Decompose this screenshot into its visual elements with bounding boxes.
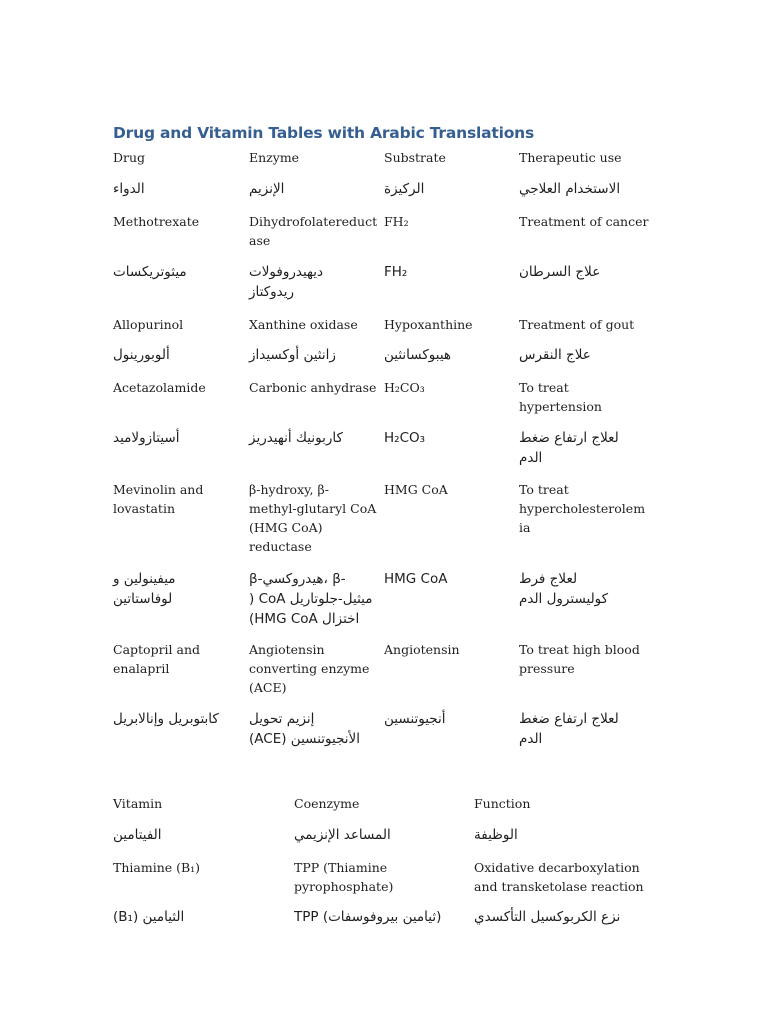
vitamin-header-vitamin-ar: الفيتامين xyxy=(113,827,162,843)
table-cell: كاربونيك أنهيدريز xyxy=(249,430,343,446)
table-cell: Oxidative decarboxylation and transketolase reaction xyxy=(474,860,644,894)
vitamin-header-function: Function xyxy=(474,796,531,811)
table-cell: To treat hypertension xyxy=(519,380,602,414)
table-cell: ميثوتريكسات xyxy=(113,264,187,280)
table-cell: علاج النقرس xyxy=(519,347,591,363)
table-cell: Angiotensin converting enzyme (ACE) xyxy=(249,642,370,695)
table-cell: TPP (ثيامين بيروفوسفات) xyxy=(294,909,442,925)
table-cell: Angiotensin xyxy=(384,642,460,657)
table-cell: أسيتازولاميد xyxy=(113,430,180,446)
table-cell: إنزيم تحويل الأنجيوتنسين (ACE) xyxy=(249,711,361,747)
table-cell: To treat high blood pressure xyxy=(519,642,640,676)
drug-header-drug: Drug xyxy=(113,150,146,165)
table-cell: TPP (Thiamine pyrophosphate) xyxy=(294,860,394,894)
table-cell: Mevinolin and lovastatin xyxy=(113,482,204,516)
table-cell: Dihydrofolatereduct ase xyxy=(249,214,378,248)
drug-header-substrate: Substrate xyxy=(384,150,446,165)
table-cell: الثيامين (B₁) xyxy=(113,909,185,925)
table-cell: Carbonic anhydrase xyxy=(249,380,377,395)
drug-header-therapeutic-use-ar: الاستخدام العلاجي xyxy=(519,181,621,197)
table-cell: هيبوكسانثين xyxy=(384,347,452,363)
drug-header-substrate-ar: الركيزة xyxy=(384,181,425,197)
table-cell: Treatment of gout xyxy=(519,317,635,332)
table-cell: لعلاج فرط كوليسترول الدم xyxy=(519,571,609,607)
drug-header-drug-ar: الدواء xyxy=(113,181,145,197)
drug-header-enzyme: Enzyme xyxy=(249,150,300,165)
table-cell: β-hydroxy, β- methyl-glutaryl CoA (HMG CoA) reductase xyxy=(249,482,377,554)
table-cell: To treat hypercholesterolem ia xyxy=(519,482,646,535)
table-cell: HMG CoA xyxy=(384,571,448,587)
table-cell: Xanthine oxidase xyxy=(249,317,358,332)
vitamin-header-coenzyme: Coenzyme xyxy=(294,796,360,811)
table-cell: Acetazolamide xyxy=(113,380,206,395)
vitamin-header-vitamin: Vitamin xyxy=(113,796,163,811)
table-cell: ميفينولين و لوفاستاتين xyxy=(113,571,176,607)
table-cell: لعلاج ارتفاع ضغط الدم xyxy=(519,430,619,466)
table-cell: Thiamine (B₁) xyxy=(113,860,201,875)
table-cell: نزع الكربوكسيل التأكسدي xyxy=(474,909,621,925)
table-cell: علاج السرطان xyxy=(519,264,601,280)
table-cell: Hypoxanthine xyxy=(384,317,473,332)
table-cell: زانثين أوكسيداز xyxy=(249,347,336,363)
table-cell: FH₂ xyxy=(384,264,408,280)
table-cell: H₂CO₃ xyxy=(384,430,426,446)
page-title: Drug and Vitamin Tables with Arabic Translations xyxy=(113,124,535,142)
table-cell: ألوبورينول xyxy=(113,347,170,363)
table-cell: FH₂ xyxy=(384,214,409,229)
drug-header-enzyme-ar: الإنزيم xyxy=(249,181,285,197)
vitamin-header-function-ar: الوظيفة xyxy=(474,827,518,843)
table-cell: ديهيدروفولات ريدوكتاز xyxy=(249,264,324,300)
table-cell: Methotrexate xyxy=(113,214,200,229)
table-cell: β-هيدروكسي، β- ميثيل-جلوتاريل CoA ( اختزال HMG CoA) xyxy=(249,571,373,627)
table-cell: كابتوبريل وإنالابريل xyxy=(113,711,219,727)
table-cell: H₂CO₃ xyxy=(384,380,425,395)
table-cell: HMG CoA xyxy=(384,482,448,497)
table-cell: لعلاج ارتفاع ضغط الدم xyxy=(519,711,619,747)
table-cell: Allopurinol xyxy=(113,317,184,332)
table-cell: أنجيوتنسين xyxy=(384,711,446,727)
vitamin-header-coenzyme-ar: المساعد الإنزيمي xyxy=(294,827,391,843)
table-cell: Captopril and enalapril xyxy=(113,642,201,676)
drug-header-therapeutic-use: Therapeutic use xyxy=(519,150,622,165)
table-cell: Treatment of cancer xyxy=(519,214,649,229)
